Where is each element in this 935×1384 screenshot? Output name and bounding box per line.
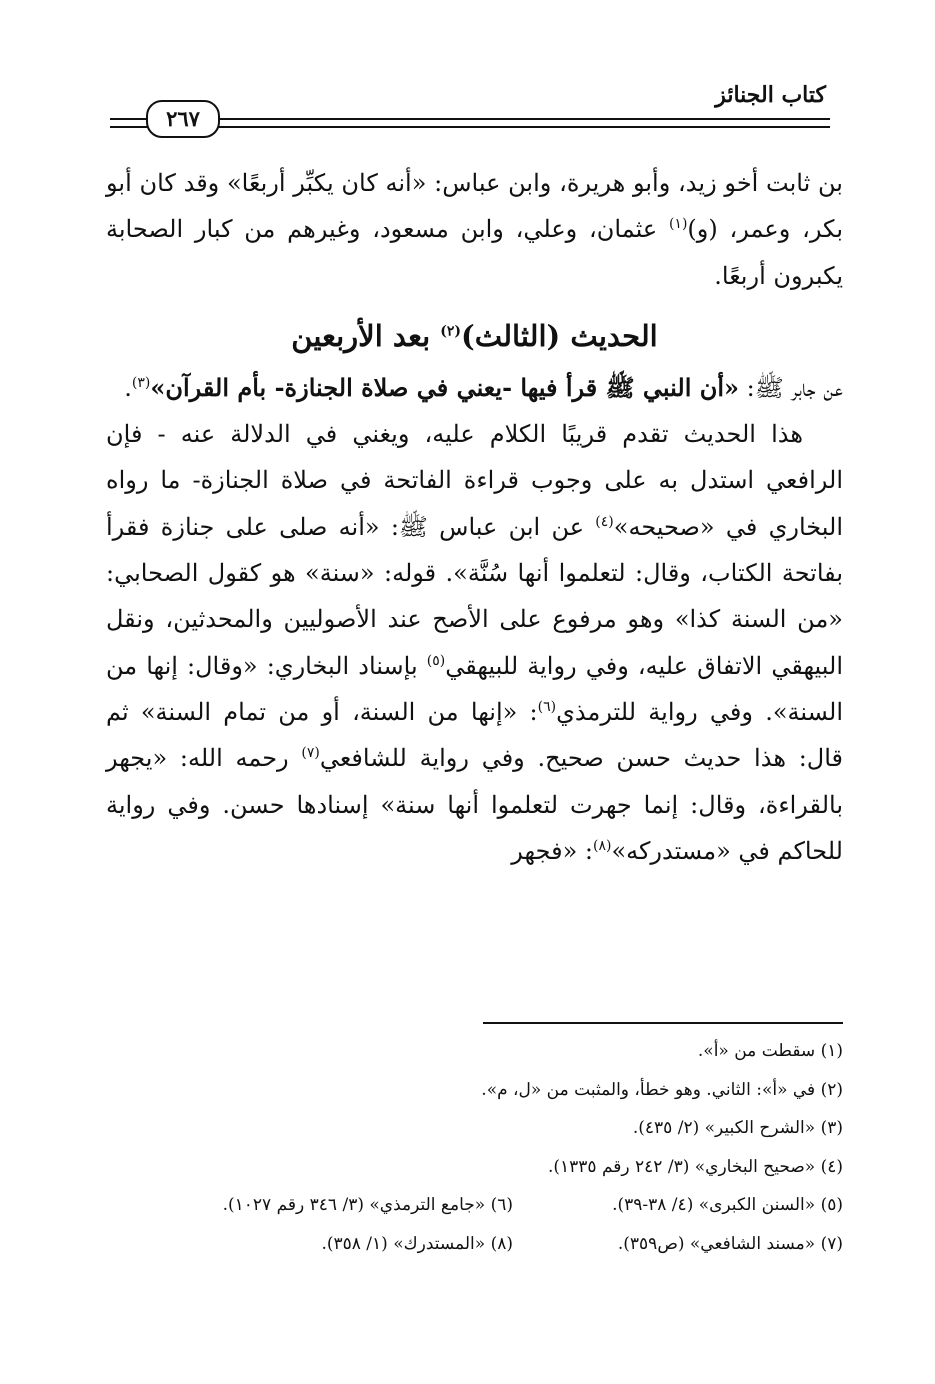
footnote-ref-3: (٣) — [131, 374, 151, 391]
footnotes — [106, 1032, 843, 1263]
footnote-ref-1: (١) — [668, 216, 688, 233]
footnote-5: (٥) «السنن الكبرى» (٤/ ٣٨-٣٩). — [612, 1195, 843, 1215]
commentary-paragraph: هذا الحديث تقدم قريبًا الكلام عليه، ويغني في الدلالة عنه - فإن الرافعي استدل به على وجوب قراءة الفاتحة في صلاة الجنازة- ما رواه البخاري في «صحيحه»$^{(٤)}$ عن ابن عباس ﷺ: «أنه صلى على جنازة فقرأ بفاتحة الكتاب، وقال: لتعلموا أنها سُنَّة». قوله: «سنة» هو كقول الصحابي: «من السنة كذا» وهو مرفوع على الأصح عند الأصوليين والمحدثين، ونقل البيهقي الاتفاق عليه، وفي رواية للبيهقي$^{(٥)}$ بإسناد البخاري: «وقال: إنها من السنة». وفي رواية للترمذي$^{(٦)}$: «إنها من السنة، أو من تمام السنة» ثم قال: هذا حديث حسن صحيح. وفي رواية للشافعي$^{(٧)}$ رحمه الله: «يجهر بالقراءة، وقال: إنما جهرت لتعلموا أنها سنة» إسنادها حسن. وفي رواية للحاكم في «مستدركه»$^{(٨)}$: «فجهر — [106, 420, 844, 865]
hadith-text: «أن النبي ﷺ قرأ فيها -يعني في صلاة الجنازة- بأم القرآن» — [150, 372, 740, 402]
footnote-separator — [483, 1022, 843, 1024]
footnote-2: (٢) في «أ»: الثاني. وهو خطأ، والمثبت من «ل، م». — [481, 1079, 843, 1100]
page-number: ٢٦٧ — [146, 100, 220, 138]
main-text — [106, 160, 843, 874]
footnote-6: (٦) «جامع الترمذي» (٣/ ٣٤٦ رقم ١٠٢٧). — [222, 1195, 513, 1215]
running-title: كتاب الجنائز — [715, 82, 826, 108]
footnote-ref-6: (٦) — [537, 698, 557, 715]
footnote-7: (٧) «مسند الشافعي» (ص٣٥٩). — [617, 1233, 843, 1254]
paragraph-1: بن ثابت أخو زيد، وأبو هريرة، وابن عباس: «أنه كان يكبِّر أربعًا» وقد كان أبو بكر، وعمر، (و)$^{(١)}$ عثمان، وعلي، وابن مسعود، وغيرهم من كبار الصحابة يكبرون أربعًا. — [106, 169, 843, 290]
hadith-heading: الحديث (الثالث)$^{(٢)}$ بعد الأربعين — [291, 318, 658, 353]
footnote-3: (٣) «الشرح الكبير» (٢/ ٤٣٥). — [632, 1118, 843, 1138]
footnote-8: (٨) «المستدرك» (١/ ٣٥٨). — [321, 1233, 513, 1254]
footnote-4: (٤) «صحيح البخاري» (٣/ ٢٤٢ رقم ١٣٣٥). — [547, 1156, 843, 1177]
footnote-ref-2: (٢) — [440, 323, 462, 340]
footnote-ref-8: (٨) — [592, 837, 612, 854]
footnote-ref-7: (٧) — [301, 745, 320, 762]
footnote-1: (١) سقطت من «أ». — [697, 1041, 843, 1061]
footnote-row-7-8 — [106, 1225, 843, 1264]
footnote-row-5-6 — [106, 1186, 843, 1225]
footnote-ref-4: (٤) — [595, 513, 614, 530]
footnote-ref-5: (٥) — [426, 652, 446, 669]
page-header — [110, 82, 830, 132]
hadith-paragraph: عن جابر ﷺ: «أن النبي ﷺ قرأ فيها -يعني في صلاة الجنازة- بأم القرآن»$^{(٣)}$. — [124, 372, 843, 402]
